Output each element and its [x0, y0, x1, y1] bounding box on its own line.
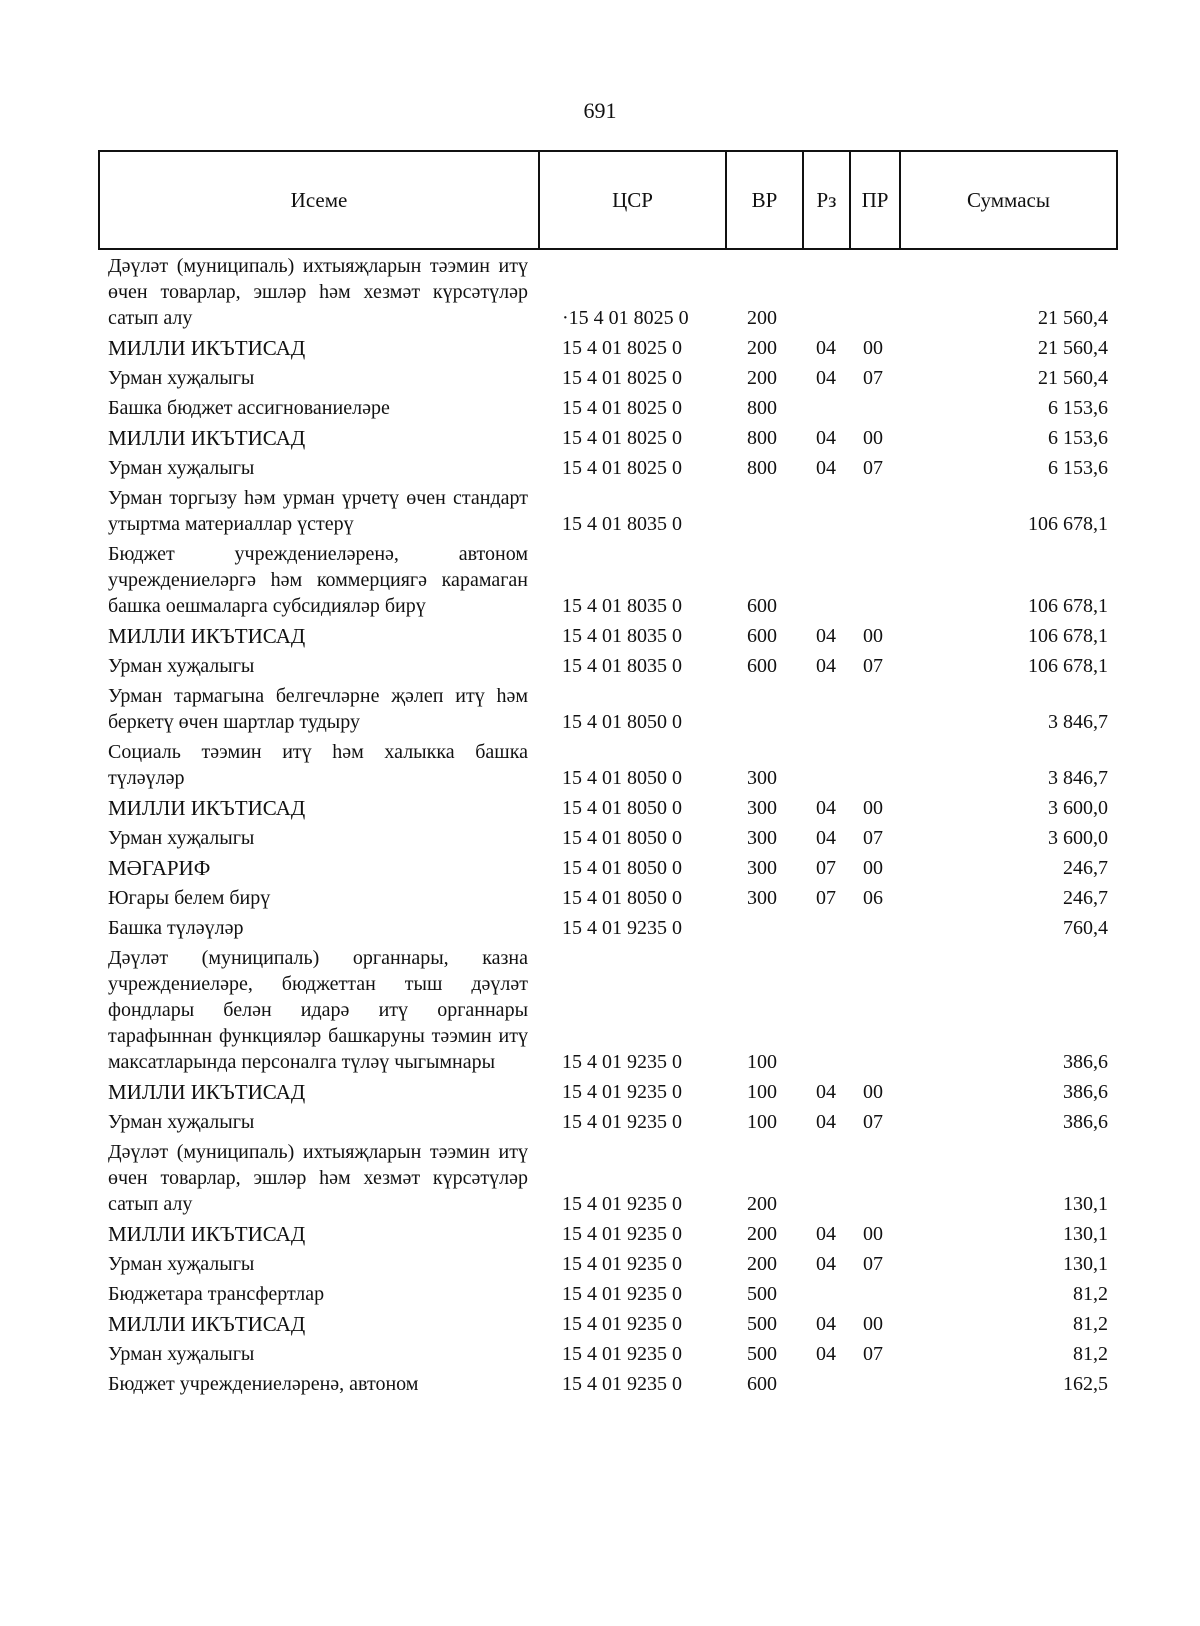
cell-sum: 3 600,0 [1048, 797, 1108, 819]
cell-name: Урман хуҗалыгы [108, 1111, 255, 1133]
table-row [98, 1279, 1116, 1309]
cell-sum: 106 678,1 [1028, 595, 1108, 617]
cell-vr: 200 [747, 367, 777, 389]
cell-pr: 00 [863, 857, 883, 879]
table-row [98, 1369, 1116, 1399]
cell-sum: 162,5 [1063, 1373, 1108, 1395]
cell-name: МИЛЛИ ИКЪТИСАД [108, 796, 306, 820]
cell-pr: 00 [863, 337, 883, 359]
cell-name: Урман тармагына белгечләрне җәлеп итү һәм беркетү өчен шартлар тудыру [108, 685, 528, 733]
cell-sum: 21 560,4 [1038, 337, 1108, 359]
column-header-name: Исеме [99, 151, 539, 249]
cell-vr: 600 [747, 1373, 777, 1395]
cell-csr: 15 4 01 9235 0 [562, 1193, 682, 1215]
table-row [98, 483, 1116, 539]
cell-csr: 15 4 01 8035 0 [562, 513, 682, 535]
cell-pr [849, 539, 899, 621]
table-row [98, 333, 1116, 363]
table-row [98, 853, 1116, 883]
cell-sum: 21 560,4 [1038, 367, 1108, 389]
cell-csr: 15 4 01 9235 0 [562, 1111, 682, 1133]
cell-vr: 200 [747, 1193, 777, 1215]
column-header-vr: ВР [726, 151, 803, 249]
cell-sum: 6 153,6 [1048, 397, 1108, 419]
cell-pr: 07 [863, 457, 883, 479]
cell-name: Бюджетара трансфертлар [108, 1283, 325, 1305]
cell-rz: 07 [816, 887, 836, 909]
cell-name: МИЛЛИ ИКЪТИСАД [108, 1312, 306, 1336]
cell-pr: 07 [863, 655, 883, 677]
column-header-rz: Рз [803, 151, 850, 249]
cell-rz: 04 [816, 337, 836, 359]
cell-csr: 15 4 01 8050 0 [562, 711, 682, 733]
cell-rz: 04 [816, 625, 836, 647]
cell-pr [849, 681, 899, 737]
table-row [98, 251, 1116, 333]
cell-rz [802, 483, 849, 539]
cell-name: Урман торгызу һәм урман үрчетү өчен стандарт утыртма материаллар үстерү [108, 487, 528, 535]
cell-pr: 00 [863, 1313, 883, 1335]
cell-csr: 15 4 01 8035 0 [562, 595, 682, 617]
cell-sum: 3 846,7 [1048, 767, 1108, 789]
cell-vr: 300 [747, 767, 777, 789]
cell-vr: 100 [747, 1111, 777, 1133]
cell-pr: 00 [863, 625, 883, 647]
cell-pr [849, 1369, 899, 1399]
cell-csr: 15 4 01 8050 0 [562, 797, 682, 819]
cell-csr: 15 4 01 8050 0 [562, 857, 682, 879]
cell-sum: 81,2 [1073, 1283, 1108, 1305]
cell-csr: 15 4 01 8035 0 [562, 625, 682, 647]
cell-csr: 15 4 01 9235 0 [562, 1223, 682, 1245]
cell-vr: 300 [747, 857, 777, 879]
table-row [98, 393, 1116, 423]
cell-sum: 386,6 [1063, 1051, 1108, 1073]
table-row [98, 943, 1116, 1077]
cell-name: Урман хуҗалыгы [108, 457, 255, 479]
cell-sum: 21 560,4 [1038, 307, 1108, 329]
cell-csr: 15 4 01 9235 0 [562, 917, 682, 939]
cell-rz [802, 681, 849, 737]
cell-sum: 130,1 [1063, 1253, 1108, 1275]
table-row [98, 737, 1116, 793]
cell-name: Бюджет учреждениеләренә, автоном [108, 1373, 419, 1395]
cell-csr: 15 4 01 9235 0 [562, 1313, 682, 1335]
cell-name: Дәүләт (муниципаль) ихтыяҗларын тәэмин итү өчен товарлар, эшләр һәм хезмәт күрсәтүләр сатып алу [108, 255, 528, 329]
cell-name: МИЛЛИ ИКЪТИСАД [108, 336, 306, 360]
table-row [98, 883, 1116, 913]
cell-csr: 15 4 01 8025 0 [562, 367, 682, 389]
cell-pr: 07 [863, 1111, 883, 1133]
cell-csr: 15 4 01 8025 0 [562, 397, 682, 419]
table-row [98, 1219, 1116, 1249]
cell-csr: 15 4 01 9235 0 [562, 1253, 682, 1275]
cell-rz: 04 [816, 655, 836, 677]
table-row [98, 539, 1116, 621]
cell-pr: 00 [863, 427, 883, 449]
table-row [98, 793, 1116, 823]
cell-csr: 15 4 01 8035 0 [562, 655, 682, 677]
cell-vr: 200 [747, 1223, 777, 1245]
cell-vr: 100 [747, 1081, 777, 1103]
table-row [98, 823, 1116, 853]
cell-vr [725, 483, 802, 539]
table-row [98, 423, 1116, 453]
cell-sum: 246,7 [1063, 887, 1108, 909]
cell-csr: 15 4 01 8025 0 [562, 427, 682, 449]
page-number: 691 [583, 98, 617, 123]
cell-vr: 200 [747, 307, 777, 329]
table-row [98, 651, 1116, 681]
cell-rz [802, 1279, 849, 1309]
cell-name: Югары белем бирү [108, 887, 271, 909]
cell-sum: 130,1 [1063, 1193, 1108, 1215]
cell-rz: 04 [816, 797, 836, 819]
column-header-sum: Суммасы [900, 151, 1117, 249]
cell-pr: 00 [863, 1223, 883, 1245]
cell-vr: 600 [747, 655, 777, 677]
cell-pr [849, 251, 899, 333]
table-row [98, 1077, 1116, 1107]
cell-rz: 04 [816, 1223, 836, 1245]
cell-rz: 04 [816, 367, 836, 389]
cell-csr: 15 4 01 9235 0 [562, 1373, 682, 1395]
cell-rz: 04 [816, 1111, 836, 1133]
cell-name: Дәүләт (муниципаль) ихтыяҗларын тәэмин итү өчен товарлар, эшләр һәм хезмәт күрсәтүләр сатып алу [108, 1141, 528, 1215]
cell-sum: 6 153,6 [1048, 427, 1108, 449]
cell-sum: 246,7 [1063, 857, 1108, 879]
table-row [98, 1309, 1116, 1339]
table-row [98, 363, 1116, 393]
cell-vr: 600 [747, 625, 777, 647]
cell-csr: 15 4 01 9235 0 [562, 1051, 682, 1073]
cell-name: Башка түләүләр [108, 917, 244, 939]
table-row [98, 1107, 1116, 1137]
cell-csr: 15 4 01 8050 0 [562, 827, 682, 849]
cell-csr: 15 4 01 9235 0 [562, 1343, 682, 1365]
cell-vr: 300 [747, 797, 777, 819]
cell-pr: 00 [863, 1081, 883, 1103]
cell-name: Башка бюджет ассигнованиеләре [108, 397, 390, 419]
cell-name: Урман хуҗалыгы [108, 827, 255, 849]
cell-rz: 04 [816, 1313, 836, 1335]
cell-pr: 00 [863, 797, 883, 819]
cell-sum: 3 846,7 [1048, 711, 1108, 733]
cell-rz: 04 [816, 1253, 836, 1275]
cell-csr: 15 4 01 9235 0 [562, 1081, 682, 1103]
cell-rz: 04 [816, 457, 836, 479]
cell-rz [802, 1369, 849, 1399]
cell-sum: 106 678,1 [1028, 625, 1108, 647]
cell-vr: 200 [747, 337, 777, 359]
column-header-csr: ЦСР [539, 151, 726, 249]
cell-vr: 500 [747, 1313, 777, 1335]
table-row [98, 453, 1116, 483]
cell-rz: 04 [816, 1081, 836, 1103]
table-header [98, 150, 1118, 250]
cell-pr [849, 483, 899, 539]
cell-rz: 04 [816, 827, 836, 849]
table-row [98, 681, 1116, 737]
cell-vr: 300 [747, 887, 777, 909]
table-row [98, 1339, 1116, 1369]
cell-rz [802, 737, 849, 793]
cell-name: Урман хуҗалыгы [108, 1343, 255, 1365]
cell-rz [802, 943, 849, 1077]
cell-pr [849, 1279, 899, 1309]
budget-table-body [98, 251, 1116, 1399]
cell-name: МӘГАРИФ [108, 856, 211, 880]
cell-csr: 15 4 01 8050 0 [562, 887, 682, 909]
cell-name: Дәүләт (муниципаль) органнары, казна учреждениеләре, бюджеттан тыш дәүләт фондлары белән идарә итү органнары тарафыннан функцияләр башкаруны тәэмин итү максатларында персоналга түләү чыгымнары [108, 947, 528, 1073]
cell-sum: 760,4 [1063, 917, 1108, 939]
cell-pr: 07 [863, 1343, 883, 1365]
table-row [98, 1249, 1116, 1279]
cell-csr: 15 4 01 8025 0 [562, 337, 682, 359]
cell-csr: 15 4 01 9235 0 [562, 1283, 682, 1305]
cell-rz [802, 539, 849, 621]
cell-sum: 81,2 [1073, 1343, 1108, 1365]
cell-csr: ·15 4 01 8025 0 [562, 307, 689, 329]
cell-name: МИЛЛИ ИКЪТИСАД [108, 426, 306, 450]
cell-vr [725, 913, 802, 943]
cell-rz [802, 913, 849, 943]
cell-vr: 500 [747, 1283, 777, 1305]
cell-csr: 15 4 01 8025 0 [562, 457, 682, 479]
cell-vr [725, 681, 802, 737]
cell-vr: 800 [747, 427, 777, 449]
cell-pr: 07 [863, 367, 883, 389]
cell-vr: 100 [747, 1051, 777, 1073]
cell-csr: 15 4 01 8050 0 [562, 767, 682, 789]
cell-vr: 200 [747, 1253, 777, 1275]
cell-name: Бюджет учреждениеләренә, автоном учреждениеләргә һәм коммерциягә карамаган башка оешмаларга субсидияләр бирү [108, 543, 528, 617]
cell-vr: 800 [747, 457, 777, 479]
cell-rz: 04 [816, 1343, 836, 1365]
cell-sum: 81,2 [1073, 1313, 1108, 1335]
cell-sum: 3 600,0 [1048, 827, 1108, 849]
cell-pr: 07 [863, 1253, 883, 1275]
cell-sum: 130,1 [1063, 1223, 1108, 1245]
table-row [98, 913, 1116, 943]
cell-rz [802, 251, 849, 333]
cell-sum: 386,6 [1063, 1111, 1108, 1133]
cell-name: Социаль тәэмин итү һәм халыкка башка түләүләр [108, 741, 528, 789]
cell-rz: 04 [816, 427, 836, 449]
cell-name: Урман хуҗалыгы [108, 367, 255, 389]
cell-vr: 500 [747, 1343, 777, 1365]
table-row [98, 621, 1116, 651]
table-row [98, 1137, 1116, 1219]
cell-pr: 06 [863, 887, 883, 909]
cell-sum: 6 153,6 [1048, 457, 1108, 479]
cell-vr: 300 [747, 827, 777, 849]
cell-name: МИЛЛИ ИКЪТИСАД [108, 1080, 306, 1104]
cell-sum: 106 678,1 [1028, 655, 1108, 677]
cell-vr: 800 [747, 397, 777, 419]
cell-pr [849, 913, 899, 943]
cell-pr [849, 737, 899, 793]
cell-sum: 106 678,1 [1028, 513, 1108, 535]
cell-pr [849, 943, 899, 1077]
cell-sum: 386,6 [1063, 1081, 1108, 1103]
cell-pr: 07 [863, 827, 883, 849]
column-header-pr: ПР [850, 151, 900, 249]
cell-pr [849, 1137, 899, 1219]
cell-name: Урман хуҗалыгы [108, 655, 255, 677]
cell-pr [849, 393, 899, 423]
cell-rz: 07 [816, 857, 836, 879]
cell-name: МИЛЛИ ИКЪТИСАД [108, 624, 306, 648]
cell-name: Урман хуҗалыгы [108, 1253, 255, 1275]
cell-name: МИЛЛИ ИКЪТИСАД [108, 1222, 306, 1246]
cell-rz [802, 393, 849, 423]
cell-vr: 600 [747, 595, 777, 617]
cell-rz [802, 1137, 849, 1219]
